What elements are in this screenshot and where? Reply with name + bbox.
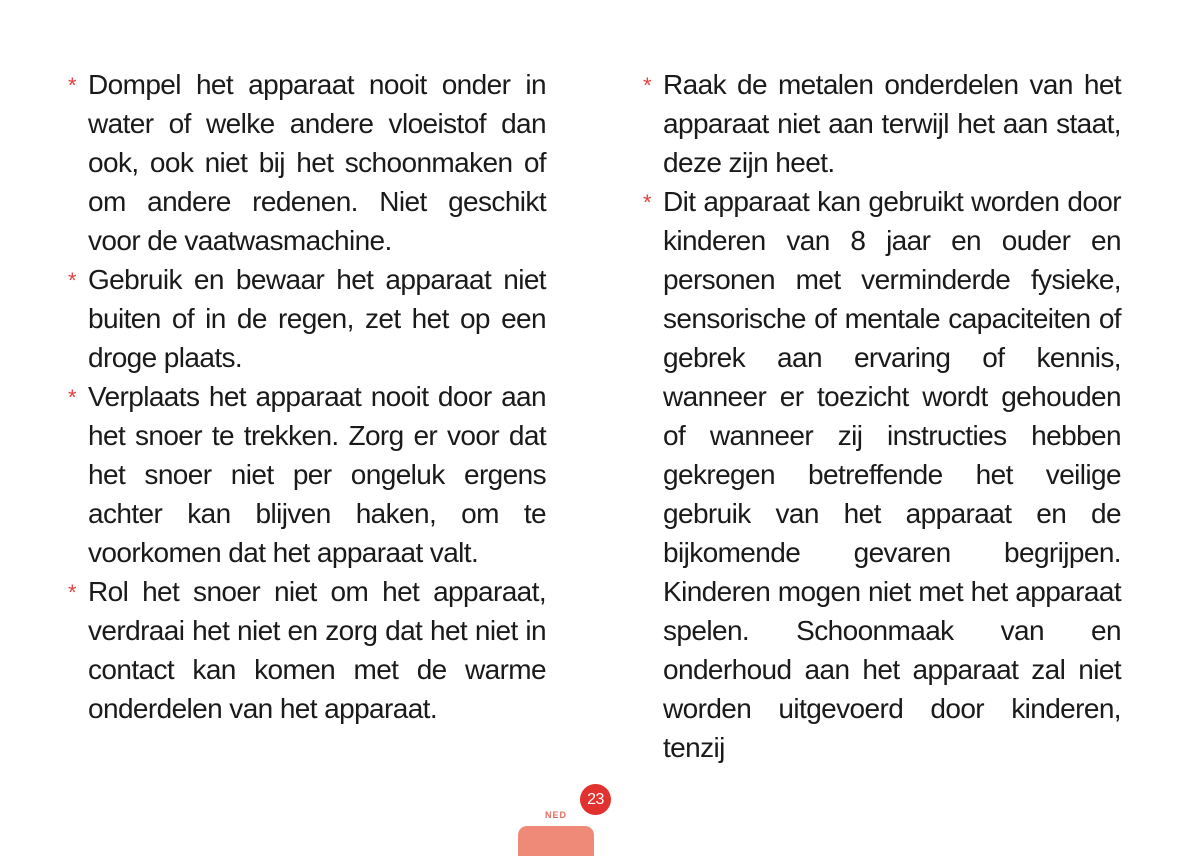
bullet-text: Dompel het apparaat nooit onder in water of welke andere vloeistof dan ook, ook niet bij het schoonmaken of om andere redenen. Niet geschikt voor de vaatwasmachine.	[88, 69, 546, 256]
bullet-star: *	[68, 73, 76, 98]
left-column	[68, 65, 546, 728]
bullet-item	[68, 572, 546, 728]
bullet-text: Dit apparaat kan gebruikt worden door kinderen van 8 jaar en ouder en personen met verminderde fysieke, sensorische of mentale capaciteiten of gebrek aan ervaring of kennis, wanneer er toezicht wordt gehouden of wanneer zij instructies hebben gekregen betreffende het veilige gebruik van het apparaat en de bijkomende gevaren begrijpen. Kinderen mogen niet met het apparaat spelen. Schoonmaak van en onderhoud aan het apparaat zal niet worden uitgevoerd door kinderen, tenzij	[663, 186, 1121, 763]
bullet-star: *	[643, 73, 651, 98]
bullet-item	[68, 260, 546, 377]
bullet-item	[68, 377, 546, 572]
bullet-text: Verplaats het apparaat nooit door aan het snoer te trekken. Zorg er voor dat het snoer niet per ongeluk ergens achter kan blijven haken, om te voorkomen dat het apparaat valt.	[88, 381, 546, 568]
page-number-badge: 23	[580, 784, 611, 815]
bullet-item	[68, 65, 546, 260]
bullet-item	[643, 65, 1121, 182]
bullet-star: *	[643, 190, 651, 215]
page-tab	[518, 826, 594, 856]
right-column	[643, 65, 1121, 767]
bullet-star: *	[68, 385, 76, 410]
bullet-item	[643, 182, 1121, 767]
bullet-text: Raak de metalen onderdelen van het apparaat niet aan terwijl het aan staat, deze zijn heet.	[663, 69, 1121, 178]
bullet-star: *	[68, 580, 76, 605]
bullet-text: Gebruik en bewaar het apparaat niet buiten of in de regen, zet het op een droge plaats.	[88, 264, 546, 373]
bullet-text: Rol het snoer niet om het apparaat, verdraai het niet en zorg dat het niet in contact kan komen met de warme onderdelen van het apparaat.	[88, 576, 546, 724]
language-label: NED	[544, 810, 567, 820]
bullet-star: *	[68, 268, 76, 293]
